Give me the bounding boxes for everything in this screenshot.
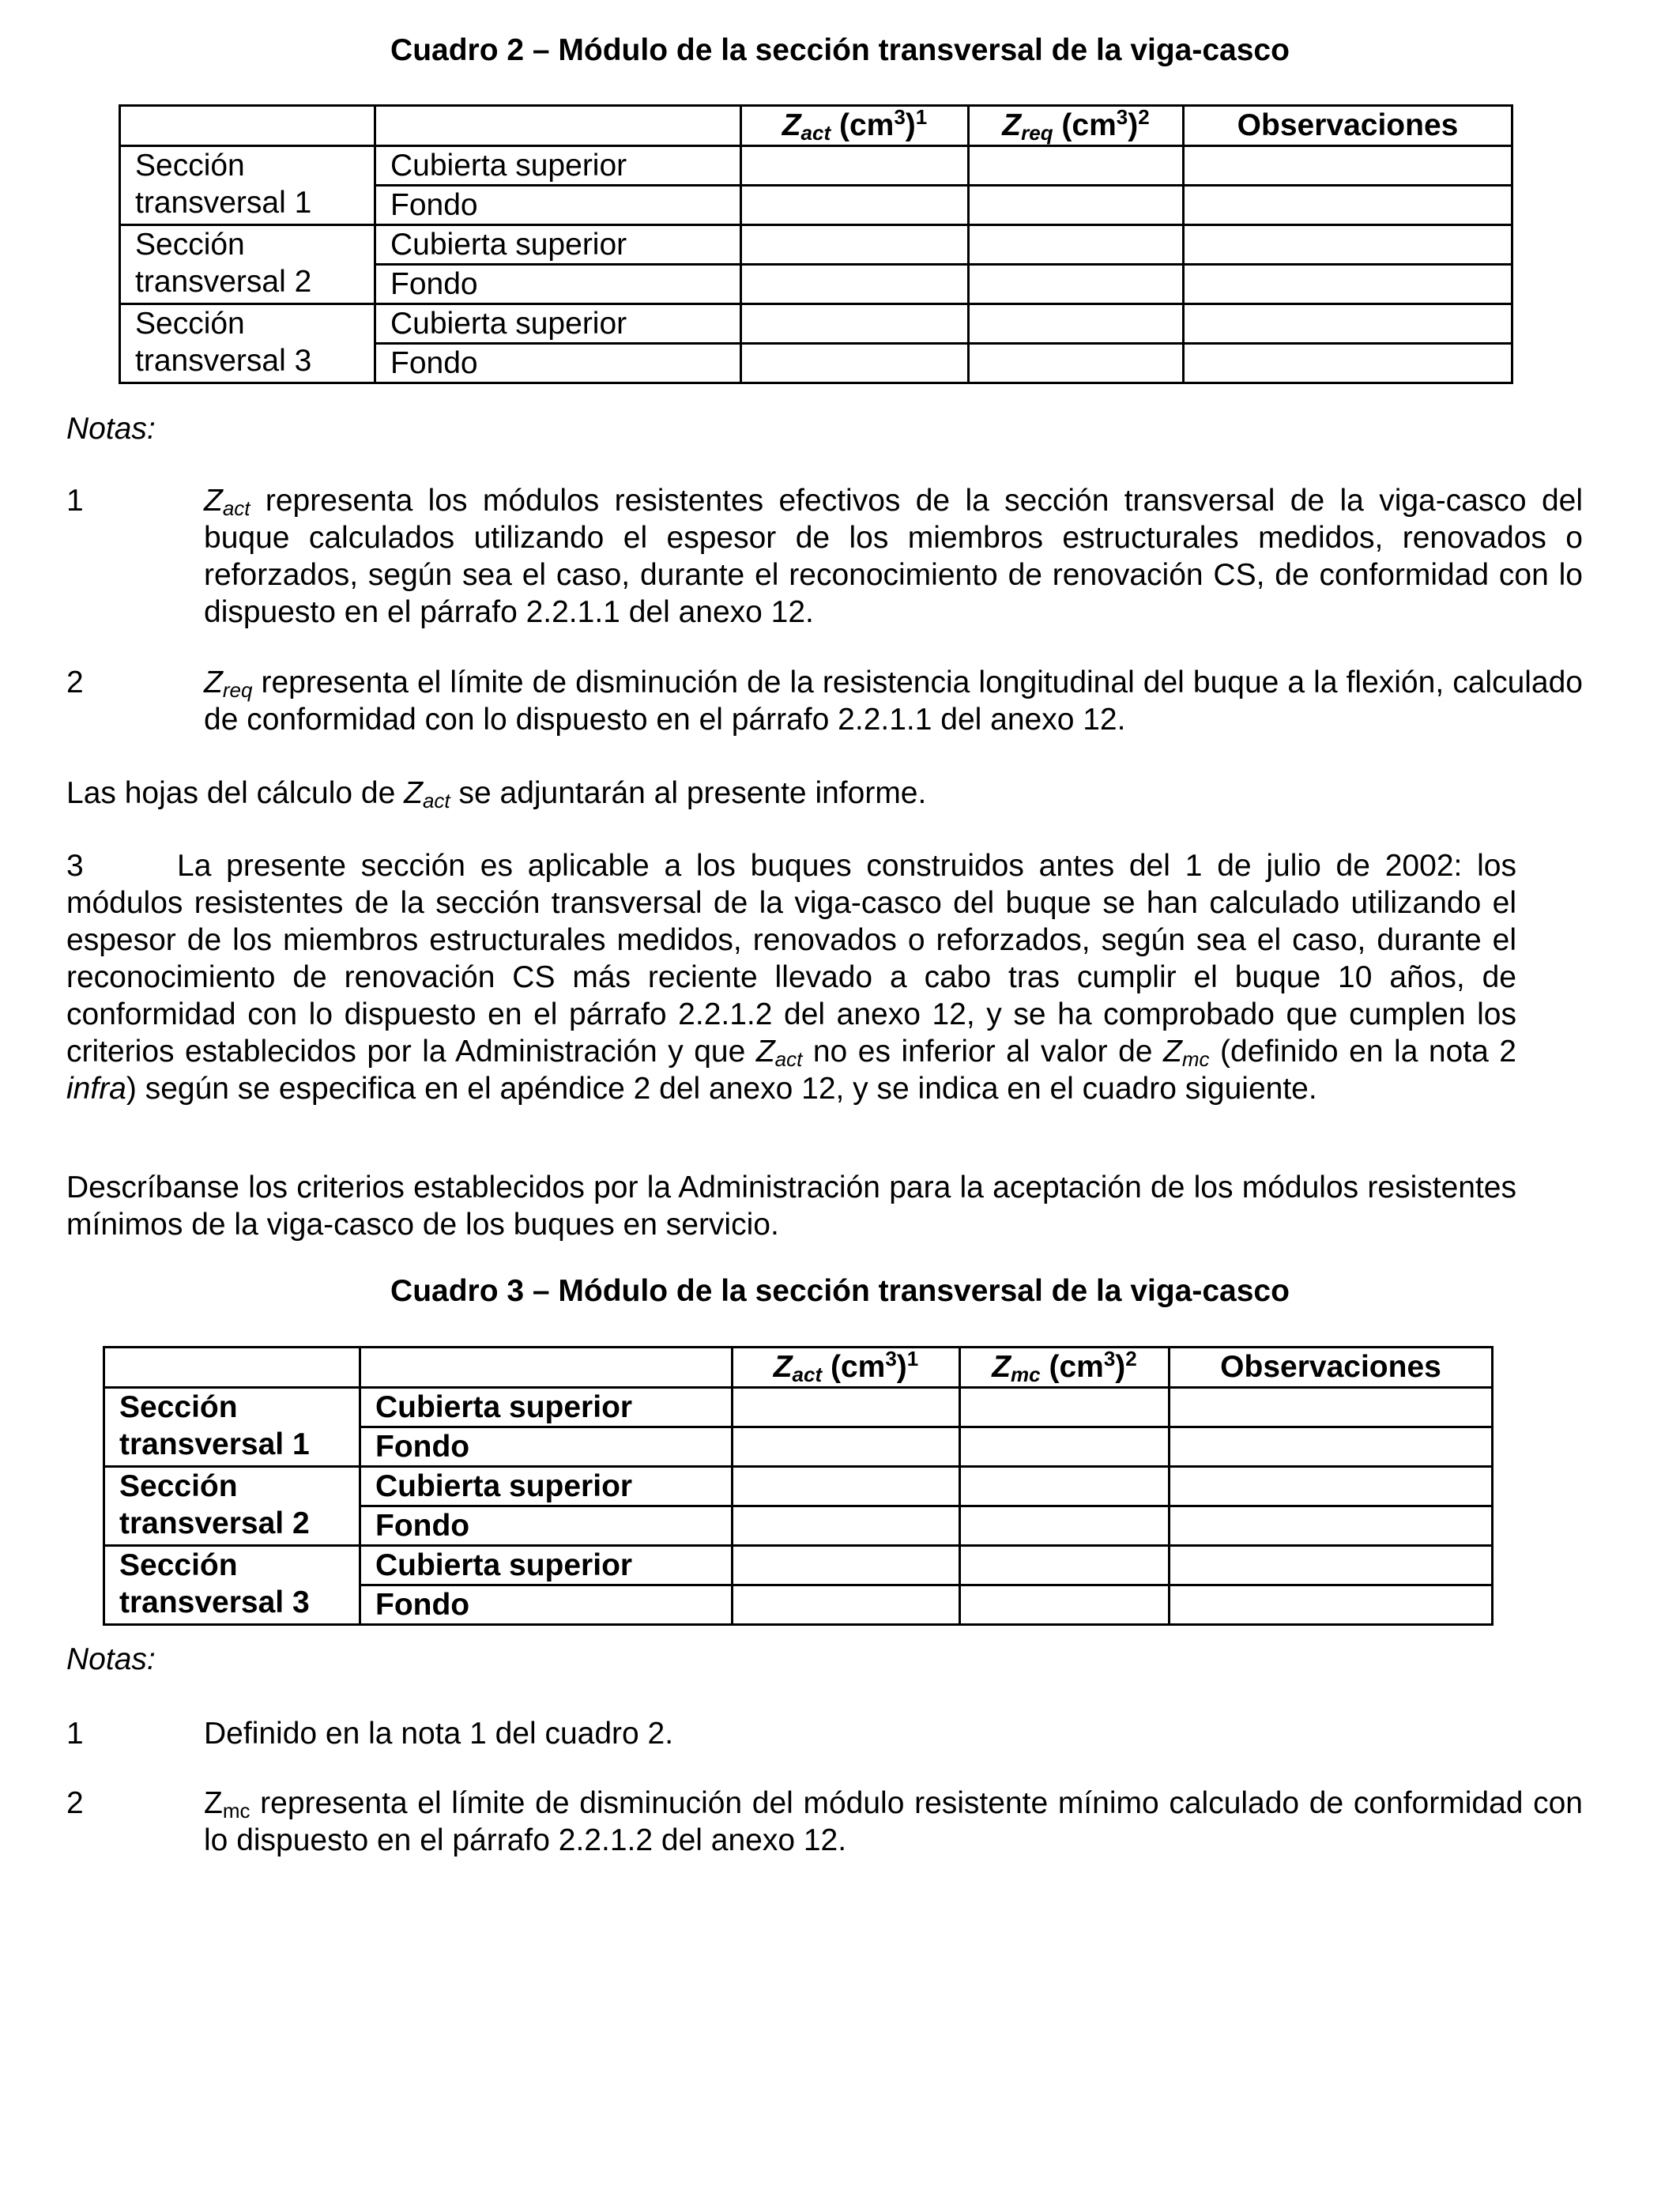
note-number: 2: [66, 665, 84, 699]
notes-label: Notas:: [66, 412, 156, 446]
zmc-cell[interactable]: [960, 1427, 1170, 1467]
location-cell: Fondo: [375, 344, 741, 383]
zact-cell[interactable]: [733, 1388, 960, 1427]
location-cell: Cubierta superior: [360, 1467, 733, 1506]
note-text: Definido en la nota 1 del cuadro 2.: [204, 1717, 674, 1751]
table-row: [104, 1546, 1493, 1585]
table3-header-blank-2: [360, 1348, 733, 1388]
zact-cell[interactable]: [733, 1585, 960, 1625]
section-label: Sección transversal 1: [104, 1388, 360, 1467]
location-cell: Cubierta superior: [375, 146, 741, 186]
observaciones-cell[interactable]: [1170, 1546, 1493, 1585]
location-cell: Fondo: [375, 265, 741, 304]
zact-cell[interactable]: [741, 304, 969, 344]
section-label: Sección transversal 2: [104, 1467, 360, 1546]
zact-cell[interactable]: [733, 1546, 960, 1585]
table2-caption: Cuadro 2 – Módulo de la sección transversal de la viga-casco: [390, 33, 1290, 67]
zact-cell[interactable]: [741, 186, 969, 225]
zact-cell[interactable]: [741, 265, 969, 304]
zact-cell[interactable]: [741, 344, 969, 383]
location-cell: Cubierta superior: [375, 304, 741, 344]
note-number: 1: [66, 484, 84, 518]
observaciones-cell[interactable]: [1184, 186, 1512, 225]
table2-header-zact: $Z_{act}$ $(cm^3)^1$: [741, 106, 969, 146]
location-cell: Cubierta superior: [360, 1388, 733, 1427]
observaciones-cell[interactable]: [1170, 1585, 1493, 1625]
location-cell: Cubierta superior: [360, 1546, 733, 1585]
zact-cell[interactable]: [741, 225, 969, 265]
observaciones-cell[interactable]: [1170, 1467, 1493, 1506]
zmc-cell[interactable]: [960, 1467, 1170, 1506]
zact-cell[interactable]: [733, 1467, 960, 1506]
table-row: [120, 304, 1512, 344]
table3-header-row: [104, 1348, 1493, 1388]
section-label: Sección transversal 3: [104, 1546, 360, 1625]
table3: [103, 1346, 1494, 1626]
zmc-cell[interactable]: [960, 1585, 1170, 1625]
notes-label: Notas:: [66, 1642, 156, 1676]
table2: [119, 104, 1513, 384]
zmc-cell[interactable]: [960, 1546, 1170, 1585]
note-1: [66, 482, 1583, 632]
zmc-cell[interactable]: [960, 1506, 1170, 1546]
location-cell: Cubierta superior: [375, 225, 741, 265]
section-label: Sección transversal 1: [120, 146, 375, 225]
observaciones-cell[interactable]: [1170, 1388, 1493, 1427]
table2-header-observaciones: Observaciones: [1184, 106, 1512, 146]
observaciones-cell[interactable]: [1184, 225, 1512, 265]
note-text: $Z_{act}$ representa los módulos resistentes efectivos de la sección transversal de la viga-casco del buque calculados utilizando el espesor de los miembros estructurales medidos, renovados o reforzados, según sea el caso, durante el reconocimiento de renovación CS, de conformidad con lo dispuesto en el párrafo 2.2.1.1 del anexo 12.: [204, 484, 1583, 629]
zreq-cell[interactable]: [969, 265, 1184, 304]
location-cell: Fondo: [360, 1427, 733, 1467]
location-cell: Fondo: [360, 1585, 733, 1625]
section-label: Sección transversal 2: [120, 225, 375, 304]
note-text: $Z_{req}$ representa el límite de disminución de la resistencia longitudinal del buque a la flexión, calculado de conformidad con lo dispuesto en el párrafo 2.2.1.1 del anexo 12.: [204, 665, 1583, 737]
observaciones-cell[interactable]: [1184, 344, 1512, 383]
section-label: Sección transversal 3: [120, 304, 375, 383]
location-cell: Fondo: [360, 1506, 733, 1546]
table-row: [104, 1388, 1493, 1427]
table3-caption: Cuadro 3 – Módulo de la sección transversal de la viga-casco: [390, 1274, 1290, 1308]
note-2: [66, 664, 1583, 743]
table3-note-2: [66, 1785, 1583, 1864]
observaciones-cell[interactable]: [1184, 265, 1512, 304]
zact-cell[interactable]: [741, 146, 969, 186]
paragraph-4: Descríbanse los criterios establecidos por la Administración para la aceptación de los módulos resistentes mínimos de la viga-casco de los buques en servicio.: [66, 1171, 1516, 1242]
observaciones-cell[interactable]: [1184, 146, 1512, 186]
table-row: [104, 1467, 1493, 1506]
note-number: 2: [66, 1786, 84, 1820]
zreq-cell[interactable]: [969, 304, 1184, 344]
zreq-cell[interactable]: [969, 225, 1184, 265]
location-cell: Fondo: [375, 186, 741, 225]
table3-header-zmc: $Z_{mc}$ $(cm^3)^2$: [960, 1348, 1170, 1388]
paragraph-3: 3 La presente sección es aplicable a los buques construidos antes del 1 de julio de 2002: los módulos resistentes de la sección transversal de la viga-casco del buque se han calculado utilizando el espesor de los miembros estructurales medidos, renovados o reforzados, según sea el caso, durante el reconocimiento de renovación CS más reciente llevado a cabo tras cumplir el buque 10 años, de conformidad con lo dispuesto en el párrafo 2.2.1.2 del anexo 12, y se ha comprobado que cumplen los criterios establecidos por la Administración y que $Z_{act}$ no es inferior al valor de $Z_{mc}$ (definido en la nota 2 infra) según se especifica en el apéndice 2 del anexo 12, y se indica en el cuadro siguiente.: [66, 849, 1517, 1106]
attachment-sentence: Las hojas del cálculo de $Z_{act}$ se adjuntarán al presente informe.: [66, 776, 927, 812]
table3-header-blank-1: [104, 1348, 360, 1388]
table3-header-zact: $Z_{act}$ $(cm^3)^1$: [733, 1348, 960, 1388]
observaciones-cell[interactable]: [1184, 304, 1512, 344]
zmc-cell[interactable]: [960, 1388, 1170, 1427]
zreq-cell[interactable]: [969, 344, 1184, 383]
zact-cell[interactable]: [733, 1506, 960, 1546]
note-text: $Z_{mc}$ representa el límite de disminución del módulo resistente mínimo calculado de conformidad con lo dispuesto en el párrafo 2.2.1.2 del anexo 12.: [204, 1786, 1583, 1857]
table2-header-row: [120, 106, 1512, 146]
table3-header-observaciones: Observaciones: [1170, 1348, 1493, 1388]
zreq-cell[interactable]: [969, 146, 1184, 186]
zact-cell[interactable]: [733, 1427, 960, 1467]
table2-header-blank-1: [120, 106, 375, 146]
observaciones-cell[interactable]: [1170, 1506, 1493, 1546]
table2-header-zreq: $Z_{req}$ $(cm^3)^2$: [969, 106, 1184, 146]
note-number: 1: [66, 1717, 84, 1751]
table2-header-blank-2: [375, 106, 741, 146]
table-row: [120, 146, 1512, 186]
observaciones-cell[interactable]: [1170, 1427, 1493, 1467]
table3-note-1: [66, 1715, 1512, 1755]
table-row: [120, 225, 1512, 265]
zreq-cell[interactable]: [969, 186, 1184, 225]
